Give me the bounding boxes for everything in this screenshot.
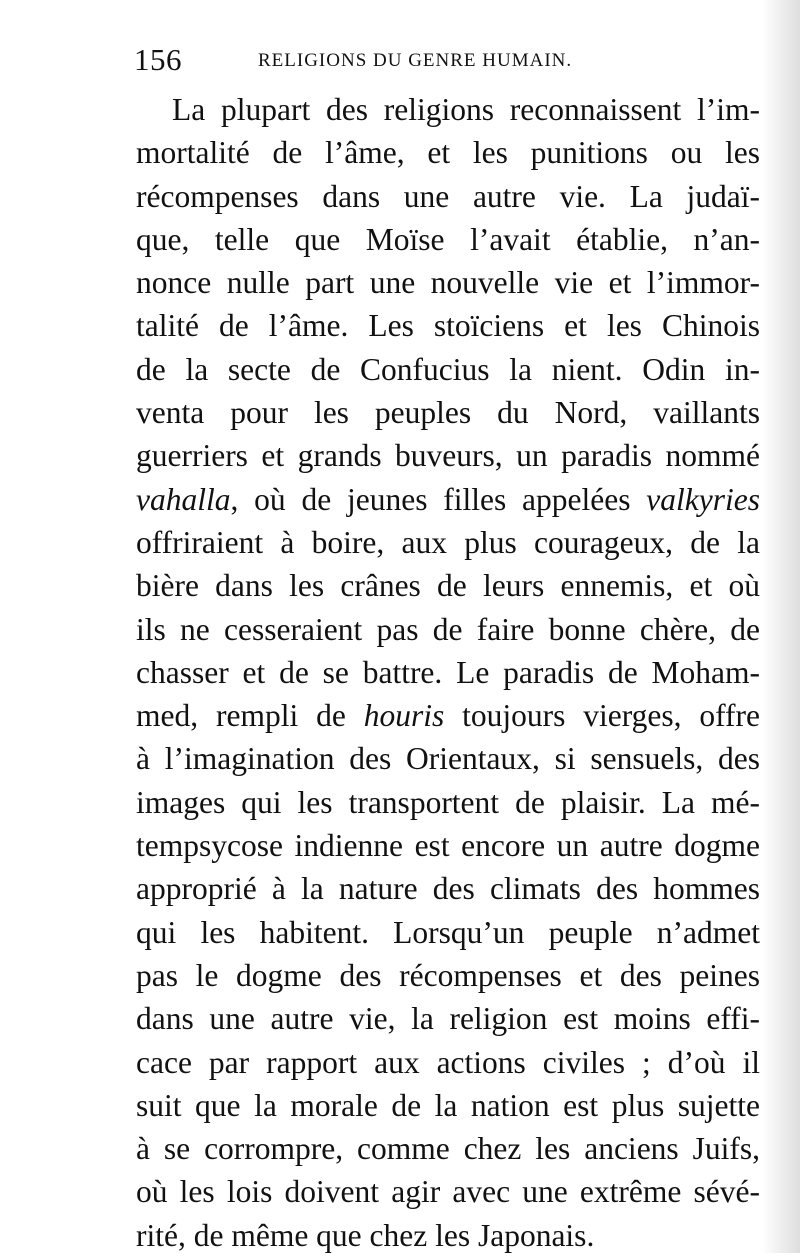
text-line: nonce nulle part une nouvelle vie et l’immor- — [136, 265, 760, 301]
italic-term: houris — [363, 698, 445, 734]
running-title: RELIGIONS DU GENRE HUMAIN. — [258, 50, 573, 71]
text-line: chasser et de se battre. Le paradis de Moham- — [136, 654, 760, 690]
text-line: cace par rapport aux actions civiles ; d’où il — [136, 1044, 760, 1080]
body-text — [136, 88, 760, 1257]
text-line: offriraient à boire, aux plus courageux, de la — [136, 524, 760, 560]
text-line: images qui les transportent de plaisir. La mé- — [136, 784, 760, 820]
italic-term: valkyries — [646, 481, 760, 517]
text-line: bière dans les crânes de leurs ennemis, et où — [136, 568, 760, 604]
text-line: de la secte de Confucius la nient. Odin in- — [136, 351, 760, 387]
text-line: qui les habitent. Lorsqu’un peuple n’admet — [136, 914, 760, 950]
text-line: tempsycose indienne est encore un autre dogme — [136, 828, 760, 864]
italic-term: vahalla — [136, 481, 231, 517]
page-edge-shadow — [762, 0, 800, 1253]
text-line: suit que la morale de la nation est plus sujette — [136, 1087, 760, 1123]
text-line: mortalité de l’âme, et les punitions ou les — [136, 135, 760, 171]
text-line: à se corrompre, comme chez les anciens Juifs, — [136, 1131, 760, 1167]
text-line: où les lois doivent agir avec une extrême sévé- — [136, 1174, 760, 1210]
text-segment: , où de jeunes filles appelées — [230, 481, 647, 517]
text-line: à l’imagination des Orientaux, si sensuels, des — [136, 741, 760, 777]
text-segment: toujours vierges, offre — [444, 698, 760, 734]
text-line: que, telle que Moïse l’avait établie, n’an- — [136, 221, 760, 257]
text-segment: med, rempli de — [136, 698, 364, 734]
text-line: La plupart des religions reconnaissent l’im- — [172, 92, 760, 127]
text-line: approprié à la nature des climats des hommes — [136, 871, 760, 907]
text-line: dans une autre vie, la religion est moins effi- — [136, 1001, 760, 1037]
text-line: récompenses dans une autre vie. La judaï- — [136, 178, 760, 214]
text-line: rité, de même que chez les Japonais. — [136, 1217, 595, 1253]
page-number: 156 — [134, 42, 182, 77]
text-line: pas le dogme des récompenses et des peines — [136, 957, 760, 993]
text-line: venta pour les peuples du Nord, vaillants — [136, 395, 760, 431]
running-head — [134, 40, 734, 80]
text-line — [136, 694, 760, 737]
text-line: guerriers et grands buveurs, un paradis nommé — [136, 438, 760, 474]
text-line — [136, 478, 760, 521]
text-line: ils ne cesseraient pas de faire bonne chère, de — [136, 611, 760, 647]
text-line: talité de l’âme. Les stoïciens et les Chinois — [136, 308, 760, 344]
